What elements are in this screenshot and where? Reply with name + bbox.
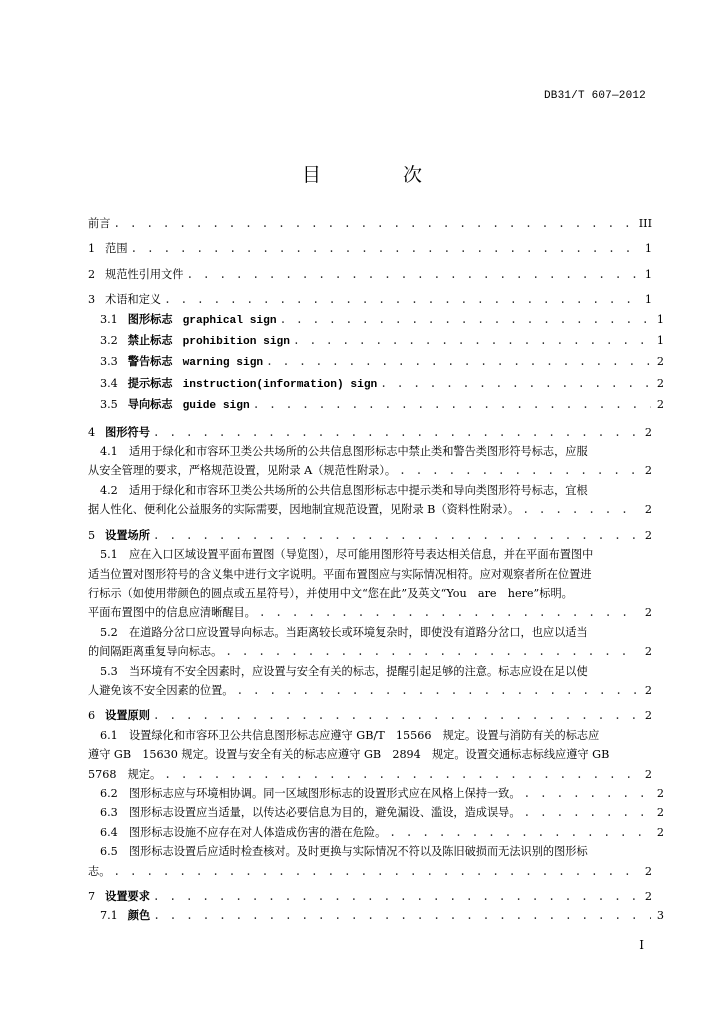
toc-entry-label [100, 374, 377, 395]
toc-page-number: 2 [644, 683, 652, 697]
toc-entry[interactable] [88, 374, 664, 395]
toc-entry-english: instruction(information) sign [182, 378, 378, 391]
toc-entry[interactable] [88, 803, 664, 822]
dot-leader [236, 681, 639, 700]
toc-entry-text: 5768 规定。 [88, 767, 162, 781]
toc-entry-text: 从安全管理的要求，严格规范设置，见附录 A（规范性附录）。 [88, 464, 397, 478]
toc-page-number: 2 [644, 767, 652, 781]
toc-entry-label [88, 290, 161, 309]
toc-entry[interactable] [88, 706, 652, 725]
toc-entry-label [88, 265, 183, 284]
toc-entry-text: 志。 [88, 864, 111, 878]
toc-page-number: 2 [644, 890, 652, 903]
dot-leader [153, 706, 639, 725]
toc-entry-english: warning sign [182, 357, 264, 370]
toc-entry-text: 平面布置图中的信息应清晰醒目。 [88, 606, 256, 620]
toc-entry[interactable] [88, 906, 664, 925]
toc-entry-text: 6.2 图形标志应与环境相协调。同一区域图形标志的设置形式应在风格上保持一致。 [100, 786, 521, 800]
dot-leader [522, 500, 639, 519]
toc-entry[interactable] [88, 623, 652, 662]
toc-entry-title: 规范性引用文件 [105, 267, 184, 281]
toc-entry-title: 设置场所 [105, 528, 150, 542]
dot-leader [186, 265, 639, 284]
toc-entry-number: 2 [88, 267, 96, 281]
toc-entry-title: 范围 [105, 242, 128, 256]
toc-entry-title: 图形符号 [105, 425, 150, 439]
page-number: I [639, 938, 644, 952]
dot-leader [293, 331, 651, 350]
dot-leader [524, 784, 651, 803]
toc-entry[interactable] [88, 423, 652, 442]
toc-entry-label [100, 331, 290, 352]
toc-entry-text: 行标示（如使用带颜色的圆点或五星符号），并使用中文“您在此”及英文“You are here”标明。 [88, 586, 573, 600]
toc-entry-label [88, 706, 150, 725]
toc-entry-title: 提示标志 [127, 376, 173, 390]
toc-page-number: 2 [644, 503, 652, 517]
toc-entry-number: 3.2 [100, 334, 118, 348]
toc-title: 目 次 [301, 164, 461, 186]
dot-leader [280, 310, 651, 329]
toc-page-number: III [638, 217, 652, 230]
toc-entry[interactable] [88, 239, 652, 258]
toc-page-number: 2 [644, 645, 652, 659]
dot-leader [164, 290, 639, 309]
toc-entry-text: 6.3 图形标志设置应当适量，以传达必要信息为目的，避免漏设、滥设，造成误导。 [100, 806, 521, 820]
toc-entry-number: 1 [88, 242, 96, 256]
toc-entry-title: 前言 [88, 217, 111, 230]
dot-leader [380, 374, 651, 393]
toc-entry-text: 遵守 GB 15630 规定。设置与安全有关的标志应遵守 GB 2894 规定。设置交通标志标线应遵守 GB [88, 748, 610, 762]
dot-leader [399, 461, 639, 480]
toc-entry-text: 5.3 当环境有不安全因素时，应设置与安全有关的标志，提醒引起足够的注意。标志应设在足以使 [100, 664, 588, 678]
standard-code: DB31/T 607—2012 [543, 90, 646, 102]
toc-entry-english: graphical sign [182, 314, 277, 327]
toc-page-number: 2 [656, 806, 664, 820]
toc-entry-label [88, 239, 128, 258]
toc-page-number: 2 [644, 606, 652, 620]
toc-entry-number: 6 [88, 709, 96, 723]
toc-entry-english: guide sign [182, 400, 250, 413]
toc-entry[interactable] [88, 290, 652, 309]
toc-page-number: 2 [656, 398, 664, 412]
toc-entry[interactable] [88, 784, 664, 803]
toc-entry[interactable] [88, 545, 652, 623]
toc-entry-text: 据人性化、便利化公益服务的实际需要，因地制宜规范设置，见附录 B（资料性附录）。 [88, 503, 520, 517]
toc-page-number: 3 [656, 909, 664, 923]
toc-entry[interactable] [88, 310, 664, 331]
toc-page-number: 2 [644, 464, 652, 478]
toc-entry-label [100, 352, 263, 373]
toc-entry[interactable] [88, 442, 652, 481]
toc-page-number: 1 [644, 267, 652, 281]
dot-leader [253, 395, 651, 414]
toc-entry[interactable] [88, 352, 664, 373]
toc-page-number: 1 [644, 242, 652, 256]
toc-page-number: 2 [644, 528, 652, 542]
toc-entry-title: 警告标志 [127, 355, 173, 369]
toc-entry-text: 4.2 适用于绿化和市容环卫类公共场所的公共信息图形标志中提示类和导向类图形符号标志，宜根 [100, 483, 588, 497]
toc-entry-number: 3.4 [100, 376, 118, 390]
toc-page-number: 2 [656, 825, 664, 839]
toc-page-number: 2 [644, 709, 652, 723]
dot-leader [524, 803, 651, 822]
toc-entry[interactable] [88, 265, 652, 284]
toc-entry-label [100, 310, 277, 331]
toc-entry-text: 适当位置对图形符号的含义集中进行文字说明。平面布置图应与实际情况相符。应对观察者所在位置进 [88, 567, 592, 581]
toc-entry-text: 4.1 适用于绿化和市容环卫类公共场所的公共信息图形标志中禁止类和警告类图形符号标志，应服 [100, 445, 588, 459]
dot-leader [266, 352, 651, 371]
toc-entry[interactable] [88, 887, 652, 906]
toc-page-number: 2 [656, 786, 664, 800]
toc-entry-title: 颜色 [127, 909, 151, 923]
toc-entry-text: 人避免该不安全因素的位置。 [88, 683, 234, 697]
toc-entry-number: 3.3 [100, 355, 118, 369]
toc-entry-title: 术语和定义 [105, 293, 162, 307]
toc-entry-number: 5 [88, 528, 96, 542]
table-of-contents [88, 214, 664, 926]
toc-entry-title: 设置原则 [105, 709, 150, 723]
toc-entry-text: 6.1 设置绿化和市容环卫公共信息图形标志应遵守 GB/T 15566 规定。设置与消防有关的标志应 [100, 728, 600, 742]
toc-entry-text: 5.1 应在入口区域设置平面布置图（导览图），尽可能用图形符号表达相关信息，并在平面布置图中 [100, 548, 594, 562]
toc-entry[interactable] [88, 481, 652, 520]
toc-page-number: 1 [656, 334, 664, 348]
dot-leader [131, 239, 639, 258]
dot-leader [259, 603, 639, 622]
toc-entry-text: 6.4 图形标志设施不应存在对人体造成伤害的潜在危险。 [100, 825, 387, 839]
toc-entry-number: 4 [88, 425, 96, 439]
dot-leader [113, 214, 635, 233]
toc-entry[interactable] [88, 395, 664, 416]
dot-leader [113, 862, 639, 881]
toc-entry-text: 6.5 图形标志设置后应适时检查核对。及时更换与实际情况不符以及陈旧破损而无法识别的图形标 [100, 845, 588, 859]
toc-entry[interactable] [88, 214, 652, 233]
toc-entry-title: 图形标志 [127, 312, 173, 326]
toc-entry-number: 7.1 [100, 909, 118, 923]
toc-entry-label [100, 906, 150, 925]
dot-leader [225, 642, 639, 661]
dot-leader [153, 887, 639, 906]
toc-entry-label [88, 423, 150, 442]
toc-entry-title: 导向标志 [127, 398, 173, 412]
toc-page-number: 2 [644, 425, 652, 439]
toc-entry-number: 3.1 [100, 312, 118, 326]
toc-entry-label [100, 395, 250, 416]
toc-page-number: 2 [644, 864, 652, 878]
dot-leader [164, 765, 639, 784]
toc-entry-number: 3 [88, 293, 96, 307]
dot-leader [153, 423, 639, 442]
toc-entry[interactable] [88, 526, 652, 545]
toc-entry[interactable] [88, 331, 664, 352]
dot-leader [153, 526, 639, 545]
dot-leader [153, 906, 651, 925]
toc-entry[interactable] [88, 823, 664, 842]
toc-entry-label [88, 526, 150, 545]
toc-entry-text: 的间隔距离重复导向标志。 [88, 645, 223, 659]
toc-entry[interactable] [88, 842, 652, 881]
toc-page-number: 2 [656, 376, 664, 390]
toc-page-number: 2 [656, 355, 664, 369]
toc-entry-label [88, 887, 150, 906]
toc-page-number: 1 [656, 312, 664, 326]
dot-leader [389, 823, 651, 842]
toc-entry-english: prohibition sign [182, 336, 290, 349]
toc-entry-number: 3.5 [100, 398, 118, 412]
toc-entry-title: 禁止标志 [127, 334, 173, 348]
toc-entry[interactable] [88, 662, 652, 701]
toc-entry[interactable] [88, 726, 652, 784]
toc-entry-title: 设置要求 [105, 890, 150, 903]
toc-entry-number: 7 [88, 890, 96, 903]
toc-page-number: 1 [644, 293, 652, 307]
toc-entry-label [88, 214, 110, 233]
toc-entry-text: 5.2 在道路分岔口应设置导向标志。当距离较长或环境复杂时，即使没有道路分岔口，也应以适当 [100, 625, 588, 639]
